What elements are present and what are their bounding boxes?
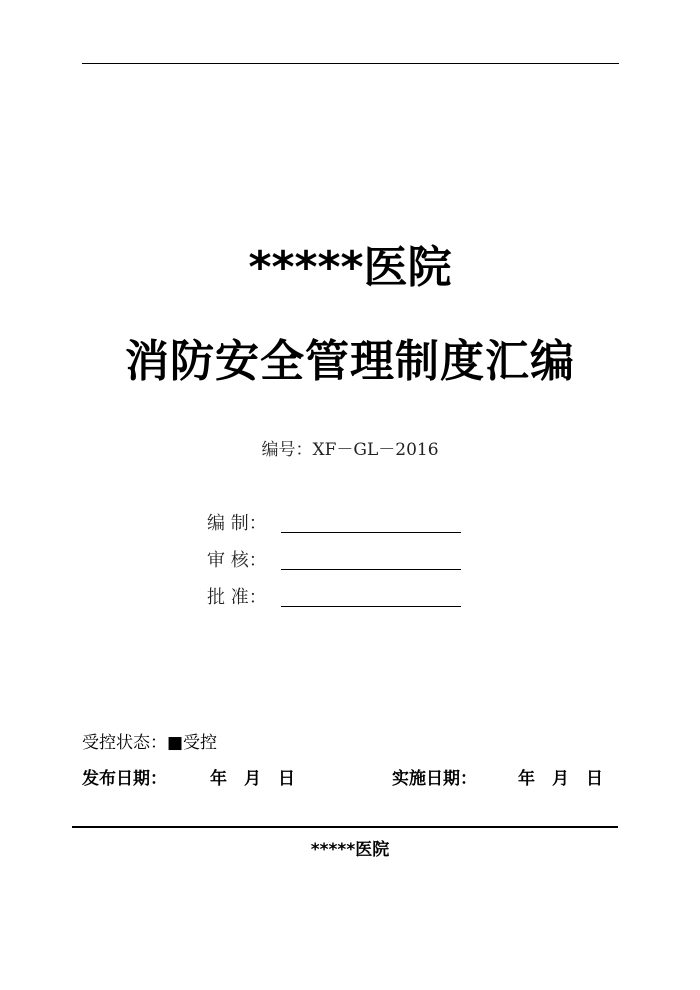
bottom-rule <box>72 826 618 828</box>
approved-by-field <box>207 584 461 610</box>
reviewed-by-field <box>207 547 461 573</box>
implement-date-label: 实施日期： <box>392 769 477 789</box>
hospital-title: *****医院 <box>248 242 452 293</box>
document-title: 消防安全管理制度汇编 <box>125 336 575 387</box>
control-status: 受控状态：■受控 <box>82 733 218 753</box>
reviewed-by-label: 审 核： <box>207 550 267 571</box>
document-number: 编号：XF－GL－2016 <box>261 440 439 460</box>
publish-date-label: 发布日期： <box>82 769 167 789</box>
reviewed-by-line <box>281 549 461 570</box>
publish-date-value: 年 月 日 <box>210 769 295 789</box>
top-rule <box>82 63 619 64</box>
footer-hospital-name: *****医院 <box>310 840 390 860</box>
prepared-by-label: 编 制： <box>207 513 267 534</box>
prepared-by-field <box>207 510 461 536</box>
approved-by-label: 批 准： <box>207 587 267 608</box>
approved-by-line <box>281 586 461 607</box>
implement-date-value: 年 月 日 <box>518 769 603 789</box>
prepared-by-line <box>281 512 461 533</box>
